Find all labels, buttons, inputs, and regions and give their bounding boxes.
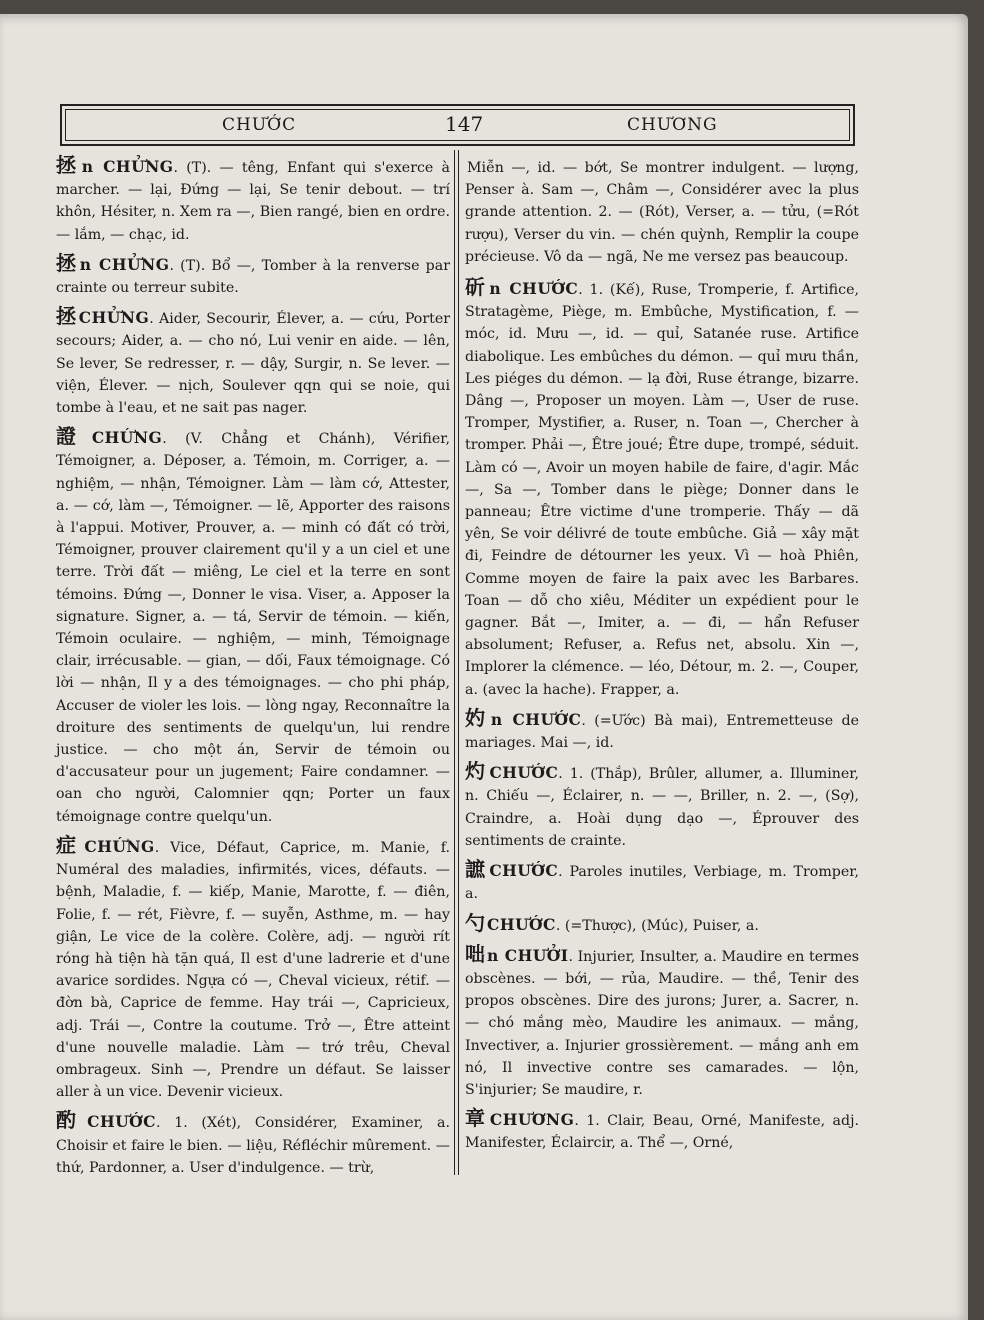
dictionary-entry xyxy=(465,276,859,701)
dictionary-entry xyxy=(56,305,450,419)
han-character: 妁 xyxy=(465,705,489,730)
entry-headword: CHỬNG xyxy=(78,308,150,328)
header-left-word: CHƯỚC xyxy=(222,115,297,135)
entry-headword: CHỨNG xyxy=(84,836,155,856)
entry-headword: n CHƯỚC xyxy=(490,709,582,729)
entry-headword: CHƯỚC xyxy=(487,914,556,934)
entry-definition: . (T). — têng, Enfant qui s'exerce à marcher. — lại, Đứng — lại, Se tenir debout. — trí khôn, Hésiter, n. Xem ra —, Bien rangé, bien en ordre. — lắm, — chạc, id. xyxy=(56,160,451,243)
entry-headword: n CHƯỚC xyxy=(489,279,579,299)
han-character: 灼 xyxy=(465,759,488,784)
entry-definition: . 1. (Kế), Ruse, Tromperie, f. Artifice, Stratagème, Piège, m. Embûche, Mystification, f. — móc, id. Mưu —, id. — quỉ, Satanée ruse. Artifice diabolique. Les embûches du démon. — quỉ mưu thần, Les piéges du démon. — lạ đời, Ruse étrange, bizarre. Dâng —, Proposer un moyen. Làm —, User de ruse. Tromper, Mystifier, a. Ruser, n. Toan —, Chercher à tromper. Phải —, Être joué; Être dupe, trompé, séduit. Làm có —, Avoir un moyen habile de faire, d'agir. Mắc —, Sa —, Tomber dans le piège; Donner dans le panneau; Être victime d'une tromperie. Thấy — dã yên, Se voir délivré de toute embûche. Giả — xây mặt đi, Feindre de détourner les yeux. Vì — hoà Phiên, Comme moyen de faire la paix avec les Barbares. Toan — dỗ cho xiêu, Méditer un expédient pour le gagner. Bắt —, Imiter, a. — đi, — hẩn Refuser absolument; Refuser, a. Refus net, absolu. Xin —, Implorer la clémence. — léo, Détour, m. 2. —, Couper, a. (avec la hache). Frapper, a. xyxy=(465,282,859,698)
entry-definition: . (T). Bổ —, Tomber à la renverse par crainte ou terreur subite. xyxy=(56,257,451,297)
header-right-word: CHƯƠNG xyxy=(627,115,718,135)
dictionary-entry xyxy=(465,943,859,1101)
right-column xyxy=(465,154,859,1161)
entry-headword: n CHỬNG xyxy=(79,254,170,274)
dictionary-entry xyxy=(465,707,859,754)
entry-headword: CHƯỚC xyxy=(489,763,559,783)
entry-definition: Miễn —, id. — bớt, Se montrer indulgent. — lượng, Penser à. Sam —, Châm —, Considérer avec la plus grande attention. 2. — (Rót), Verser, a. — tửu, (=Rót rượu), Verser du vin. — chén quỳnh, Remplir la coupe précieuse. Vô da — ngã, Ne me versez pas beaucoup. xyxy=(465,160,859,265)
page-number: 147 xyxy=(445,112,484,136)
han-character: 拯 xyxy=(56,153,80,177)
han-character: 謶 xyxy=(465,857,488,882)
entry-definition: . (=Thược), (Múc), Puiser, a. xyxy=(555,917,759,934)
dictionary-entry xyxy=(465,1107,859,1154)
entry-definition: . (V. Chẳng et Chánh), Vérifier, Témoigner, a. Déposer, a. Témoin, m. Corriger, a. — nghiệm, — nhận, Témoigner. Làm — làm cớ, Attester, a. — cớ, làm —, Témoigner. — lẽ, Apporter des raisons à l'appui. Motiver, Prouver, a. — minh có đất có trời, Témoigner, prouver clairement qu'il y a un ciel et une terre. Trời đất — miêng, Le ciel et la terre en sont témoins. Đứng —, Donner le visa. Viser, a. Apposer la signature. Signer, a. — tá, Servir de témoin. — kiến, Témoin oculaire. — nghiệm, — minh, Témoignage clair, irrécusable. — gian, — dối, Faux témoignage. Có lời — nhận, Il y a des témoignages. — cho phi pháp, Accuser de violer les lois. — lòng ngay, Reconnaître la droiture des sentiments de quelqu'un, lui rendre justice. — cho một án, Servir de témoin ou d'accusateur pour un jugement; Faire condamner. — oan cho người, Calomnier qqn; Porter un faux témoignage contre quelqu'un. xyxy=(56,431,451,825)
running-header xyxy=(60,104,855,146)
dictionary-entry xyxy=(465,858,859,905)
han-character: 症 xyxy=(56,832,83,857)
entry-definition: . Aider, Secourir, Élever, a. — cứu, Porter secours; Aider, a. — cho nó, Lui venir en aide. — lên, Se lever, Se redresser, r. — dậy, Surgir, n. Se lever. — viện, Élever. — nịch, Soulever qqn qui se noie, qui tombe à l'eau, et ne sait pas nager. xyxy=(56,311,450,417)
entry-definition: . 1. (Thắp), Brûler, allumer, a. Illuminer, n. Chiếu —, Éclairer, n. — —, Briller, n. 2. —, (Sợ), Craindre, a. Hoài dụng dạo —, Éprouver des sentiments de crainte. xyxy=(465,766,859,849)
dictionary-entry xyxy=(56,1109,450,1179)
entry-definition: . Vice, Défaut, Caprice, m. Manie, f. Numéral des maladies, infirmités, vices, défauts. — bệnh, Maladie, f. — kiếp, Manie, Marotte, f. — điên, Folie, f. — rét, Fièvre, f. — suyễn, Asthme, m. — hay giận, Le vice de la colère. Colère, adj. — người rít róng hà tiện hà tặn quá, Il est d'une ladrerie et d'une avarice sordides. Ngựa có —, Cheval vicieux, rétif. — đờn bà, Caprice de femme. Hay trái —, Capricieux, adj. Trái —, Contre la coutume. Trở —, Être atteint d'une nouvelle maladie. Làm — trớ trêu, Cheval ombrageux. Sinh —, Prendre un défaut. Se laisser aller à un vice. Devenir vicieux. xyxy=(56,839,451,1101)
han-character: 斫 xyxy=(465,275,488,300)
han-character: 勺 xyxy=(465,910,485,935)
left-column xyxy=(56,154,450,1185)
dictionary-entry xyxy=(56,425,450,828)
entry-definition: . 1. Clair, Beau, Orné, Manifeste, adj. Manifester, Éclaircir, a. Thể —, Orné, xyxy=(465,1113,859,1152)
entry-definition: . Paroles inutiles, Verbiage, m. Tromper, a. xyxy=(465,864,860,903)
dictionary-entry xyxy=(56,252,450,299)
han-character: 拯 xyxy=(56,250,78,275)
han-character: 酌 xyxy=(56,1108,86,1133)
dictionary-entry-continued xyxy=(465,154,859,268)
dictionary-entry xyxy=(56,154,450,246)
han-character: 拯 xyxy=(56,304,77,329)
dictionary-entry xyxy=(465,760,859,852)
han-character: 證 xyxy=(56,424,90,449)
entry-headword: CHỨNG xyxy=(91,428,163,448)
han-character: 咄 xyxy=(465,941,486,966)
dictionary-entry xyxy=(465,912,859,937)
entry-definition: . (=Ước) Bà mai), Entremetteuse de mariages. Mai —, id. xyxy=(465,712,859,752)
column-divider xyxy=(454,150,455,1175)
entry-headword: CHƯỚC xyxy=(489,861,559,881)
entry-headword: CHƯỚC xyxy=(87,1112,157,1132)
han-character: 章 xyxy=(465,1106,488,1131)
entry-headword: n CHỬNG xyxy=(81,157,174,176)
entry-definition: . Injurier, Insulter, a. Maudire en termes obscènes. — bới, — rủa, Maudire. — thề, Tenir des propos obscènes. Dire des jurons; Jurer, a. Sacrer, n. — chó mắng mèo, Maudire les animaux. — mắng, Invectiver, a. Injurier grossièrement. — mắng anh em nó, Il invective contre ses camarades. — lộn, S'injurier; Se maudire, r. xyxy=(465,948,860,1098)
entry-definition: . 1. (Xét), Considérer, Examiner, a. Choisir et faire le bien. — liệu, Réfléchir mûrement. — thứ, Pardonner, a. User d'indulgence. — trừ, xyxy=(56,1115,451,1176)
entry-headword: CHƯƠNG xyxy=(489,1110,575,1130)
entry-headword: n CHƯỞI xyxy=(487,945,569,965)
dictionary-entry xyxy=(56,834,450,1103)
column-divider xyxy=(458,150,459,1175)
